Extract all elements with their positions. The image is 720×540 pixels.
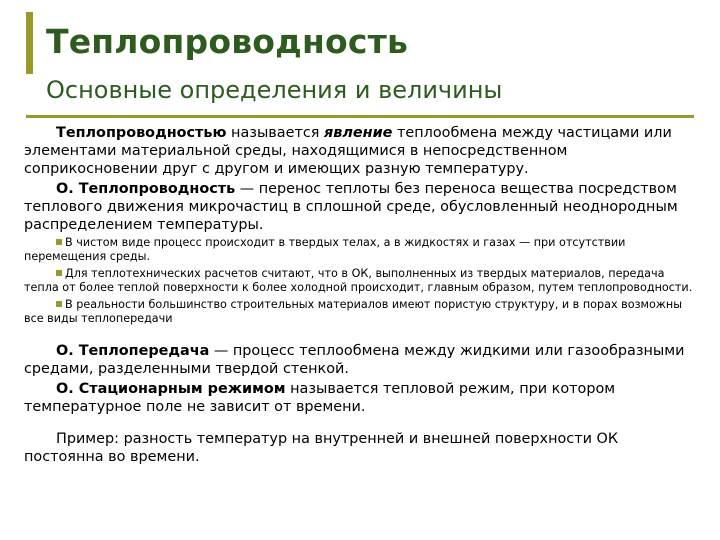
slide-body bbox=[24, 124, 700, 468]
definition-thermal-conductivity bbox=[24, 124, 700, 178]
p2-text: — перенос теплоты без переноса вещества посредством теплового движения микрочастиц в сплошной среде, обусловленный неоднородным распределением температуры. bbox=[24, 181, 678, 233]
header-divider bbox=[26, 115, 694, 118]
bullet-text: Для теплотехнических расчетов считают, что в ОК, выполненных из твердых материалов, передача тепла от более теплой поверхности к более холодной происходит, главным образом, путем теплопроводности. bbox=[24, 267, 693, 294]
term-conductivity-o: О. Теплопроводность bbox=[56, 181, 236, 197]
term-heat-transfer: О. Теплопередача bbox=[56, 343, 210, 359]
title-accent-bar bbox=[26, 12, 33, 74]
term-stationary-mode: О. Стационарным режимом bbox=[56, 381, 286, 397]
term-thermal-conductivity: Теплопроводностью bbox=[56, 125, 227, 141]
slide-title: Теплопроводность bbox=[46, 22, 409, 61]
definition-conductivity-o bbox=[24, 180, 700, 234]
bullet-text: В реальности большинство строительных материалов имеют пористую структуру, и в порах возможны все виды теплопередачи bbox=[24, 298, 683, 325]
square-bullet-icon bbox=[56, 301, 62, 307]
definition-heat-transfer bbox=[24, 342, 700, 378]
bullet-item bbox=[24, 236, 700, 264]
bullet-item bbox=[24, 298, 700, 326]
example-paragraph bbox=[24, 430, 700, 466]
square-bullet-icon bbox=[56, 270, 62, 276]
term-phenomenon: явление bbox=[323, 125, 393, 141]
p1-text-a: называется bbox=[226, 125, 324, 141]
slide-subtitle: Основные определения и величины bbox=[46, 76, 503, 104]
bullet-item bbox=[24, 267, 700, 295]
square-bullet-icon bbox=[56, 239, 62, 245]
p4-text: называется тепловой режим, при котором температурное поле не зависит от времени. bbox=[24, 381, 616, 415]
definition-stationary-mode bbox=[24, 380, 700, 416]
bullet-text: В чистом виде процесс происходит в твердых телах, а в жидкостях и газах — при отсутствии перемещения среды. bbox=[24, 236, 626, 263]
p1-text-b: теплообмена между частицами или элементами материальной среды, находящимися в непосредственном соприкосновении друг с другом и имеющих разную температуру. bbox=[24, 125, 672, 177]
p3-text: — процесс теплообмена между жидкими или газообразными средами, разделенными твердой стенкой. bbox=[24, 343, 685, 377]
example-text: Пример: разность температур на внутренней и внешней поверхности ОК постоянна во времени. bbox=[24, 431, 619, 465]
